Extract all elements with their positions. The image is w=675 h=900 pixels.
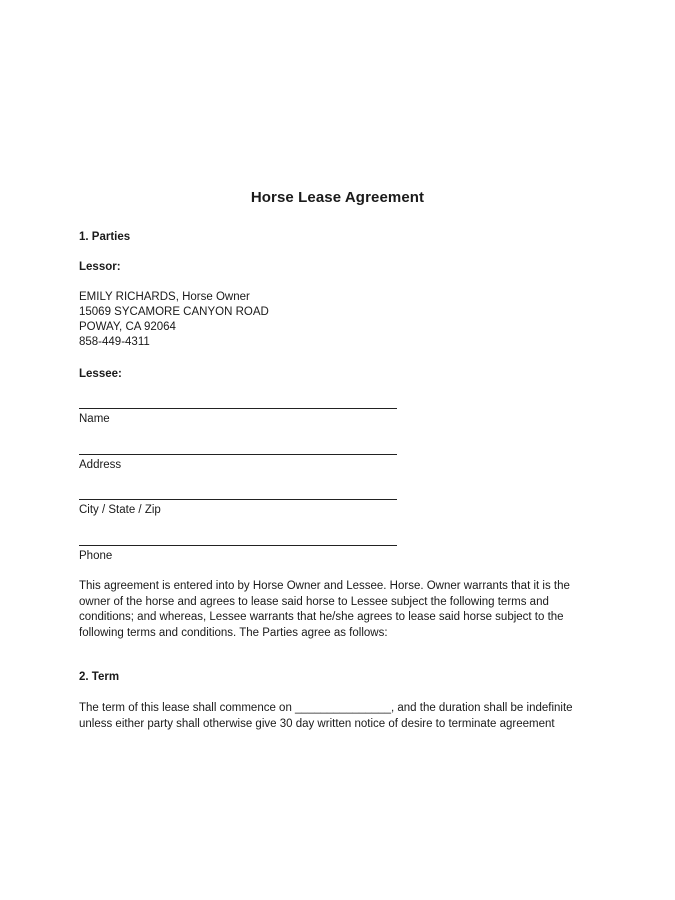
term-line: unless either party shall otherwise give 30 day written notice of desire to terminate agreement	[79, 717, 555, 730]
lessee-phone-line[interactable]	[79, 545, 397, 546]
lessee-address-caption: Address	[79, 459, 122, 471]
document-title: Horse Lease Agreement	[250, 189, 425, 206]
lessor-city: POWAY, CA 92064	[79, 321, 176, 333]
lessor-street: 15069 SYCAMORE CANYON ROAD	[79, 306, 269, 318]
lessee-city-state-zip-line[interactable]	[79, 499, 397, 500]
agreement-line: owner of the horse and agrees to lease said horse to Lessee subject the following terms and	[79, 595, 549, 608]
lessor-name: EMILY RICHARDS, Horse Owner	[79, 291, 250, 303]
section-heading-parties: 1. Parties	[79, 231, 131, 243]
agreement-paragraph	[79, 579, 599, 641]
lessee-name-caption: Name	[79, 413, 110, 425]
lessor-phone: 858-449-4311	[79, 336, 150, 348]
lessee-label: Lessee:	[79, 368, 122, 380]
lessee-city-state-zip-caption: City / State / Zip	[79, 504, 161, 516]
lessee-name-line[interactable]	[79, 408, 397, 409]
lessor-label: Lessor:	[79, 261, 121, 273]
lessee-phone-caption: Phone	[79, 550, 113, 562]
term-paragraph	[79, 701, 599, 732]
lessee-address-line[interactable]	[79, 454, 397, 455]
section-heading-term: 2. Term	[79, 671, 120, 683]
agreement-line: This agreement is entered into by Horse Owner and Lessee. Horse. Owner warrants that it is the	[79, 580, 570, 592]
agreement-line: following terms and conditions. The Parties agree as follows:	[79, 626, 388, 639]
agreement-line: conditions; and whereas, Lessee warrants that he/she agrees to lease said horse subject to the	[79, 611, 564, 623]
term-line: The term of this lease shall commence on _______________, and the duration shall be indefinite	[79, 702, 573, 714]
